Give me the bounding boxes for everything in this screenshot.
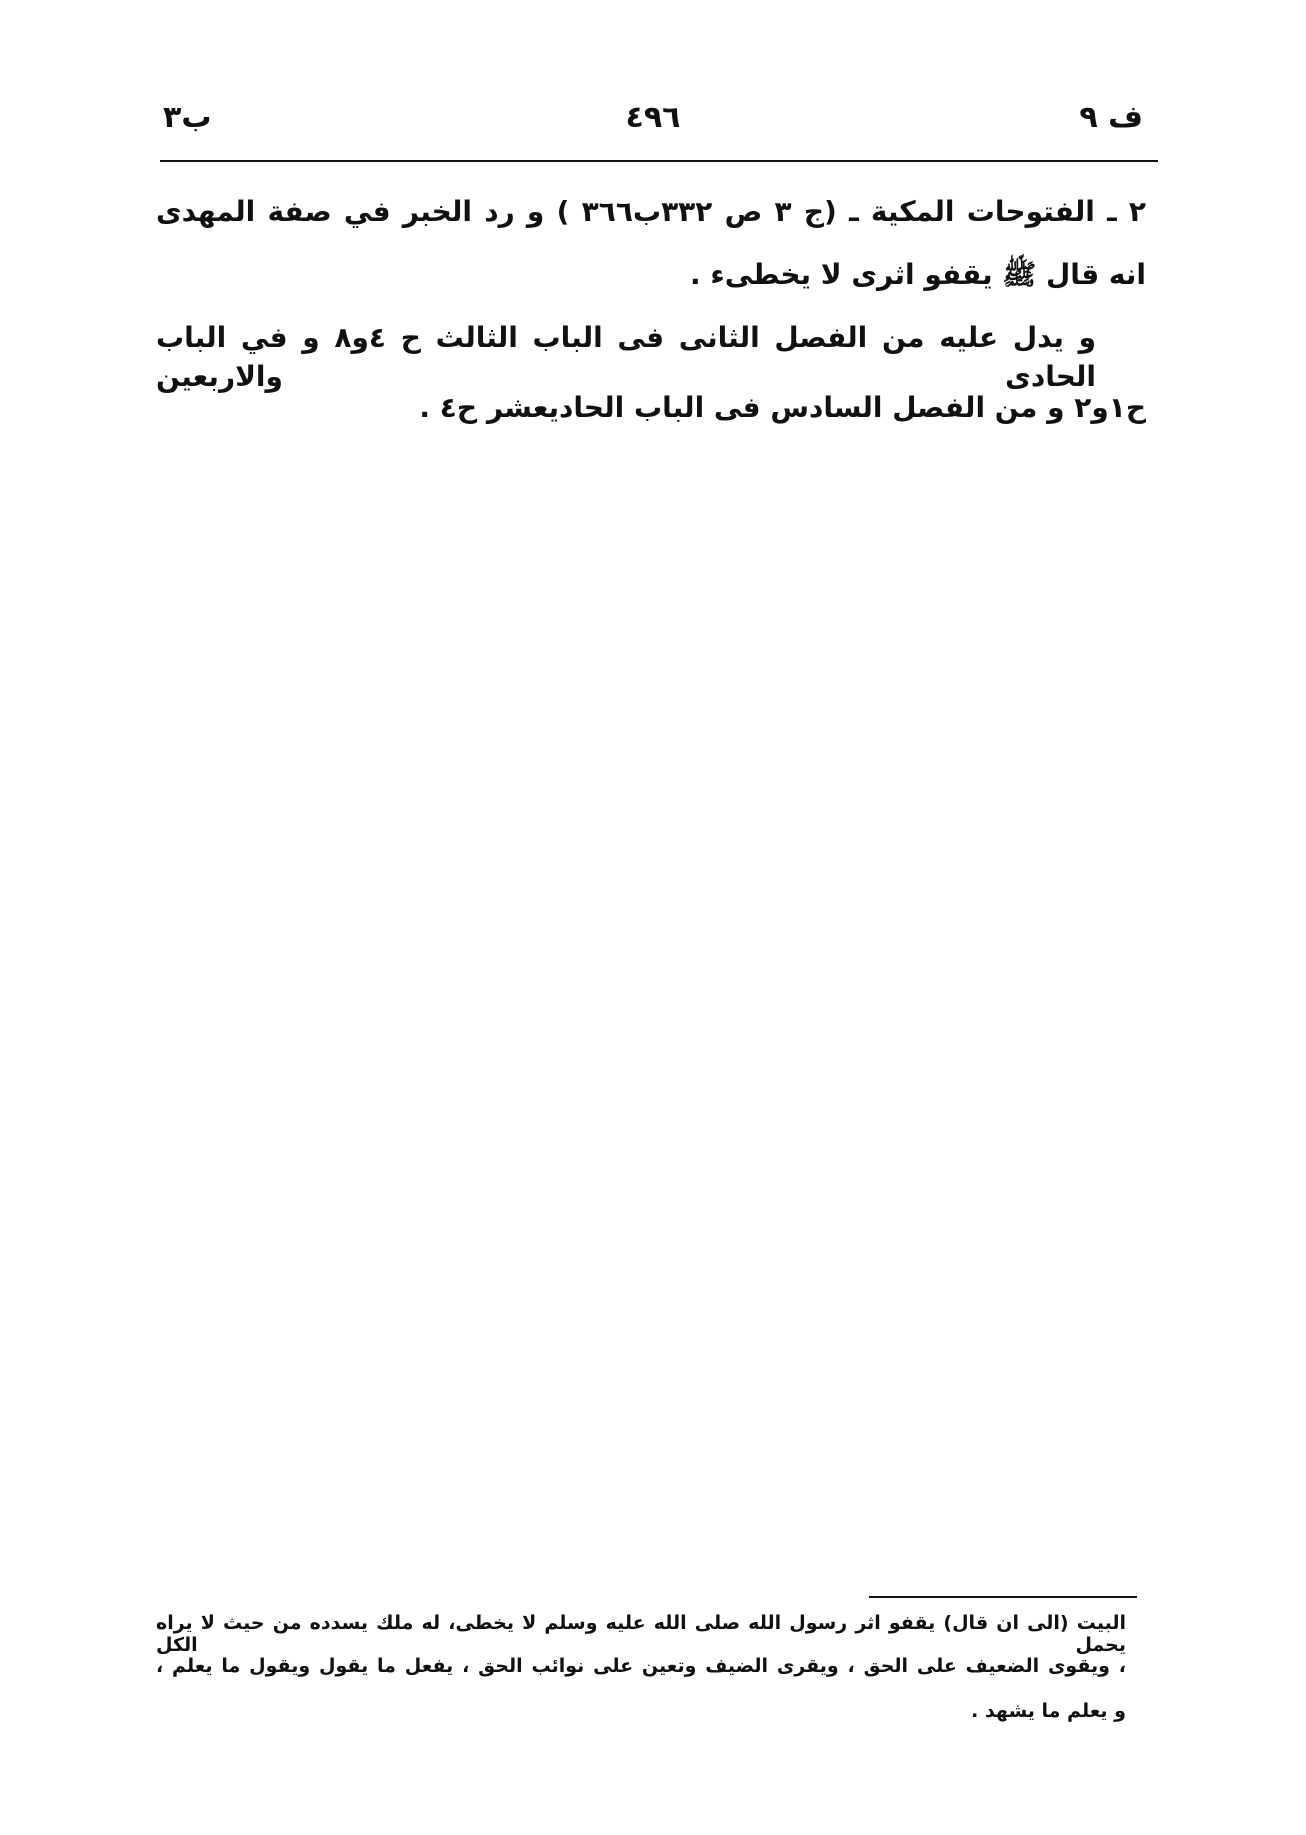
body-line-1: ٢ ـ الفتوحات المكية ـ (ج ٣ ص ٣٣٢ب٣٦٦ ) و رد الخبر في صفة المهدى	[156, 195, 1146, 228]
body-line-3: و يدل عليه من الفصل الثانى فى الباب الثالث ح ٤و٨ و في الباب الحادى والاربعين	[156, 321, 1096, 394]
footnote-rule	[869, 1596, 1137, 1598]
footnote-line-1: البيت (الى ان قال) يقفو اثر رسول الله صلى الله عليه وسلم لا يخطى، له ملك يسدده من حيث لا يراه يحمل الكل	[156, 1612, 1126, 1656]
footnote-line-2: ، ويقوى الضعيف على الحق ، ويقرى الضيف وتعين على نوائب الحق ، يفعل ما يقول ويقول ما يعلم ،	[156, 1655, 1126, 1677]
chapter-marker: ف ٩	[1079, 100, 1143, 135]
body-line-4: ح١و٢ و من الفصل السادس فى الباب الحاديعشر ح٤ .	[419, 391, 1146, 424]
section-marker: ب٣	[163, 100, 212, 135]
body-line-2: انه قال ﷺ يقفو اثرى لا يخطىء .	[690, 258, 1146, 291]
header-rule	[160, 160, 1158, 162]
footnote-line-3: و يعلم ما يشهد .	[971, 1700, 1126, 1722]
page-number: ٤٩٦	[625, 100, 681, 135]
